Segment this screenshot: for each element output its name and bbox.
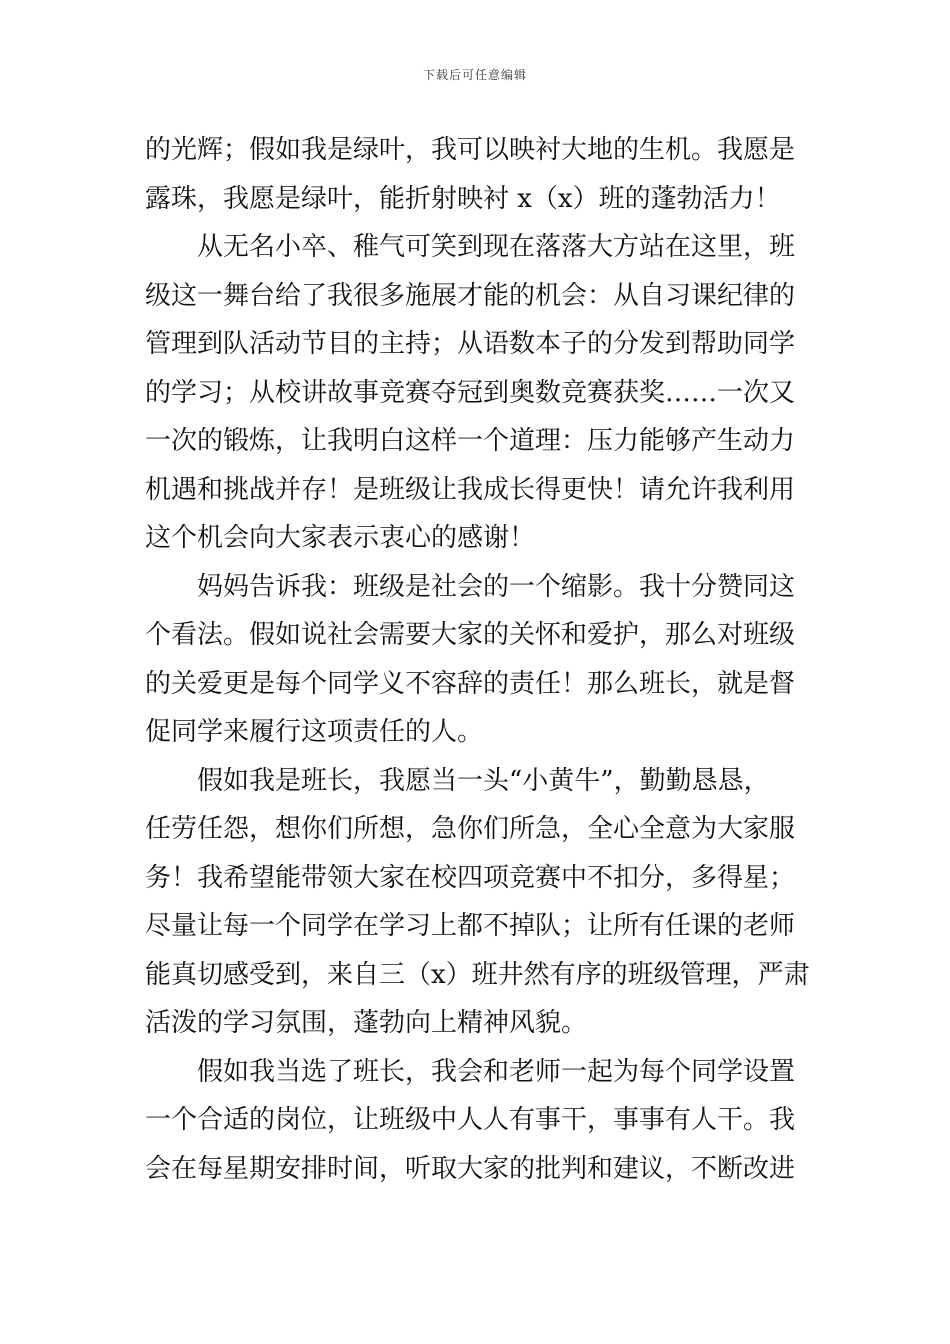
text-line: 务！我希望能带领大家在校四项竞赛中不扣分，多得星；	[145, 862, 796, 893]
paragraph	[145, 126, 810, 223]
text-line: 级这一舞台给了我很多施展才能的机会：从自习课纪律的	[145, 280, 796, 311]
document-body	[145, 126, 810, 1193]
text-line: 机遇和挑战并存！是班级让我成长得更快！请允许我利用	[145, 474, 796, 505]
text-line: 促同学来履行这项责任的人。	[145, 717, 484, 747]
text-line: 的光辉；假如我是绿叶，我可以映衬大地的生机。我愿是	[145, 135, 796, 165]
text-line: 的学习；从校讲故事竞赛夺冠到奥数竞赛获奖……一次又	[145, 377, 796, 408]
paragraph	[145, 223, 810, 563]
text-line: 任劳任怨，想你们所想，急你们所急，全心全意为大家服	[145, 814, 796, 844]
paragraph	[145, 563, 810, 757]
text-line: 露珠，我愿是绿叶，能折射映衬 x（x）班的蓬勃活力！	[145, 183, 781, 214]
text-line: 的关爱更是每个同学义不容辞的责任！那么班长，就是督	[145, 668, 796, 699]
text-line: 会在每星期安排时间，听取大家的批判和建议，不断改进	[145, 1153, 796, 1184]
text-line: 假如我是班长，我愿当一头“小黄牛”，勤勤恳恳，	[197, 765, 770, 796]
text-line: 一次的锻炼，让我明白这样一个道理：压力能够产生动力	[145, 426, 796, 456]
text-line: 能真切感受到，来自三（x）班井然有序的班级管理，严肃	[145, 959, 810, 990]
text-line: 尽量让每一个同学在学习上都不掉队；让所有任课的老师	[145, 911, 796, 941]
text-line: 管理到队活动节目的主持；从语数本子的分发到帮助同学	[145, 329, 796, 359]
paragraph	[145, 757, 810, 1048]
header-note: 下载后可任意编辑	[422, 68, 527, 82]
text-line: 从无名小卒、稚气可笑到现在落落大方站在这里，班	[197, 232, 796, 262]
text-line: 妈妈告诉我：班级是社会的一个缩影。我十分赞同这	[197, 571, 796, 602]
text-line: 活泼的学习氛围，蓬勃向上精神风貌。	[145, 1008, 588, 1038]
text-line: 这个机会向大家表示衷心的感谢！	[145, 523, 536, 553]
paragraph	[145, 1048, 810, 1194]
text-line: 假如我当选了班长，我会和老师一起为每个同学设置	[197, 1056, 796, 1087]
text-line: 一个合适的岗位，让班级中人人有事干，事事有人干。我	[145, 1105, 796, 1135]
text-line: 个看法。假如说社会需要大家的关怀和爱护，那么对班级	[145, 620, 796, 650]
